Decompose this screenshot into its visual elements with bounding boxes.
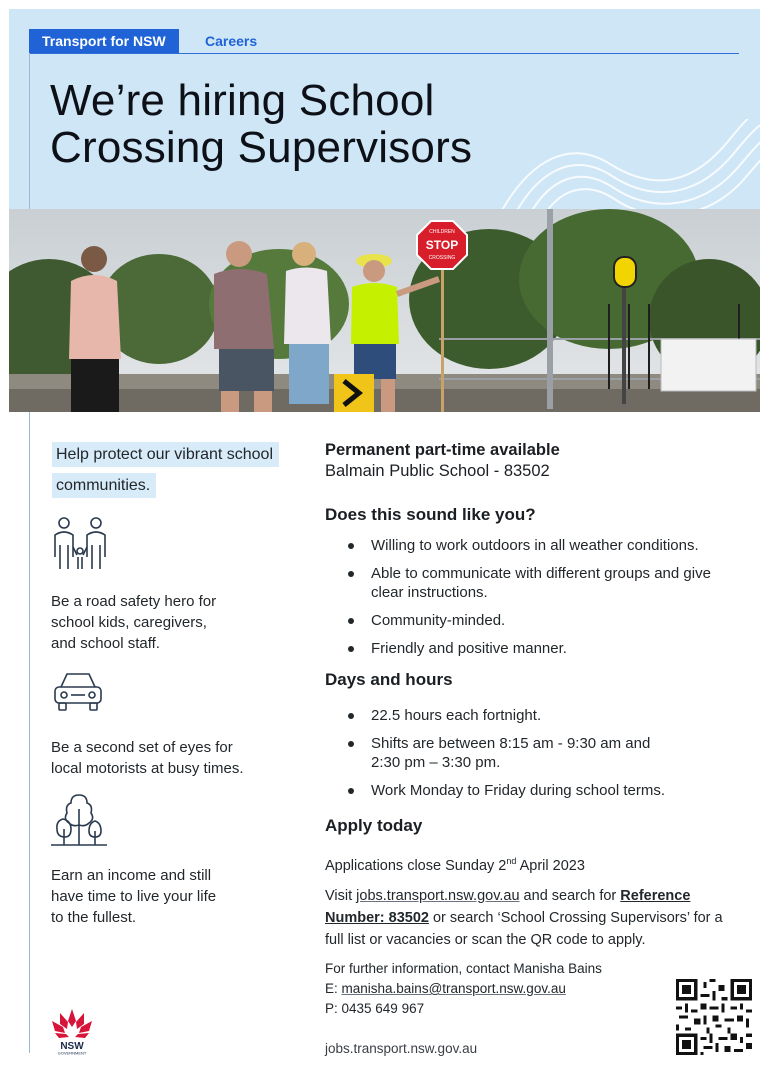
suitability-heading: Does this sound like you? xyxy=(325,505,536,524)
apply-section xyxy=(325,816,755,951)
left-margin-rule xyxy=(29,53,30,1053)
reference-number: Reference Number: 83502 xyxy=(325,887,691,926)
hours-section xyxy=(325,670,755,809)
list-item: Able to communicate with different groups and give clear instructions. xyxy=(325,564,735,602)
benefit-1-line-1: Be a road safety hero for xyxy=(51,593,217,610)
list-item: Friendly and positive manner. xyxy=(325,639,755,658)
benefit-3-line-2: have time to live your life xyxy=(51,888,217,905)
email-link[interactable]: manisha.bains@transport.nsw.gov.au xyxy=(341,981,566,996)
poster xyxy=(9,9,760,1070)
list-item: Work Monday to Friday during school terms. xyxy=(325,781,755,800)
benefit-1-line-2: school kids, caregivers, xyxy=(51,614,207,631)
position-heading: Permanent part-time available xyxy=(325,441,560,459)
footer-url: jobs.transport.nsw.gov.au xyxy=(325,1041,478,1056)
title-line-2: Crossing Supervisors xyxy=(50,123,473,172)
nsw-logo-text: NSW xyxy=(60,1041,84,1052)
contact-line: For further information, contact Manisha Bains xyxy=(325,961,602,976)
tagline xyxy=(52,439,280,501)
suitability-list xyxy=(325,536,755,658)
position-block xyxy=(325,441,755,481)
title-line-1: We’re hiring School xyxy=(50,76,435,125)
school-name: Balmain Public School - 83502 xyxy=(325,462,550,480)
closing-date-suffix-sup: nd xyxy=(506,856,517,866)
closing-date xyxy=(325,850,755,877)
closing-date-suffix: April 2023 xyxy=(516,857,585,874)
nsw-government-logo xyxy=(49,1007,95,1055)
benefit-3-line-3: to the fullest. xyxy=(51,909,137,926)
hours-heading: Days and hours xyxy=(325,670,453,689)
apply-heading: Apply today xyxy=(325,816,423,835)
visit-mid: and search for xyxy=(519,887,621,904)
benefit-3-line-1: Earn an income and still xyxy=(51,867,212,884)
apply-instructions xyxy=(325,885,735,951)
nsw-logo-government: GOVERNMENT xyxy=(57,1050,87,1055)
list-item: Shifts are between 8:15 am - 9:30 am and 2:30 pm – 3:30 pm. xyxy=(325,734,665,772)
careers-label: Careers xyxy=(205,33,258,49)
trees-icon xyxy=(51,791,107,849)
list-item: Community-minded. xyxy=(325,611,755,630)
benefit-2-line-1: Be a second set of eyes for xyxy=(51,739,233,756)
benefit-2-line-2: local motorists at busy times. xyxy=(51,760,244,777)
benefit-1-text xyxy=(51,591,281,654)
hours-list xyxy=(325,706,755,800)
benefit-3-text xyxy=(51,865,281,928)
contact-phone: P: 0435 649 967 xyxy=(325,1001,425,1016)
people-icon xyxy=(51,517,109,571)
qr-code[interactable] xyxy=(676,979,752,1055)
stop-sign-bottom-text: CROSSING xyxy=(428,255,456,261)
list-item: Willing to work outdoors in all weather conditions. xyxy=(325,536,755,555)
benefit-2-text xyxy=(51,737,281,779)
closing-date-prefix: Applications close Sunday 2 xyxy=(325,857,507,874)
stop-sign-text: STOP xyxy=(425,238,459,252)
suitability-section xyxy=(325,505,755,667)
header-divider xyxy=(29,53,739,54)
visit-prefix: Visit xyxy=(325,887,357,904)
visit-suffix: or search ‘School Crossing Supervisors’ for a full list or vacancies or scan the QR code to apply. xyxy=(325,909,723,948)
list-item: 22.5 hours each fortnight. xyxy=(325,706,755,725)
stop-sign-top-text: CHILDREN xyxy=(429,229,455,235)
car-icon xyxy=(51,669,105,713)
header-banner xyxy=(9,9,760,209)
tagline-text: Help protect our vibrant school communities. xyxy=(52,442,279,498)
jobs-link[interactable]: jobs.transport.nsw.gov.au xyxy=(356,887,520,904)
stop-sign xyxy=(417,221,467,269)
benefit-1-line-3: and school staff. xyxy=(51,635,160,652)
decorative-swirl-icon xyxy=(490,119,760,209)
hero-photo xyxy=(9,209,760,412)
brand-label: Transport for NSW xyxy=(29,29,179,54)
email-prefix: E: xyxy=(325,981,342,996)
